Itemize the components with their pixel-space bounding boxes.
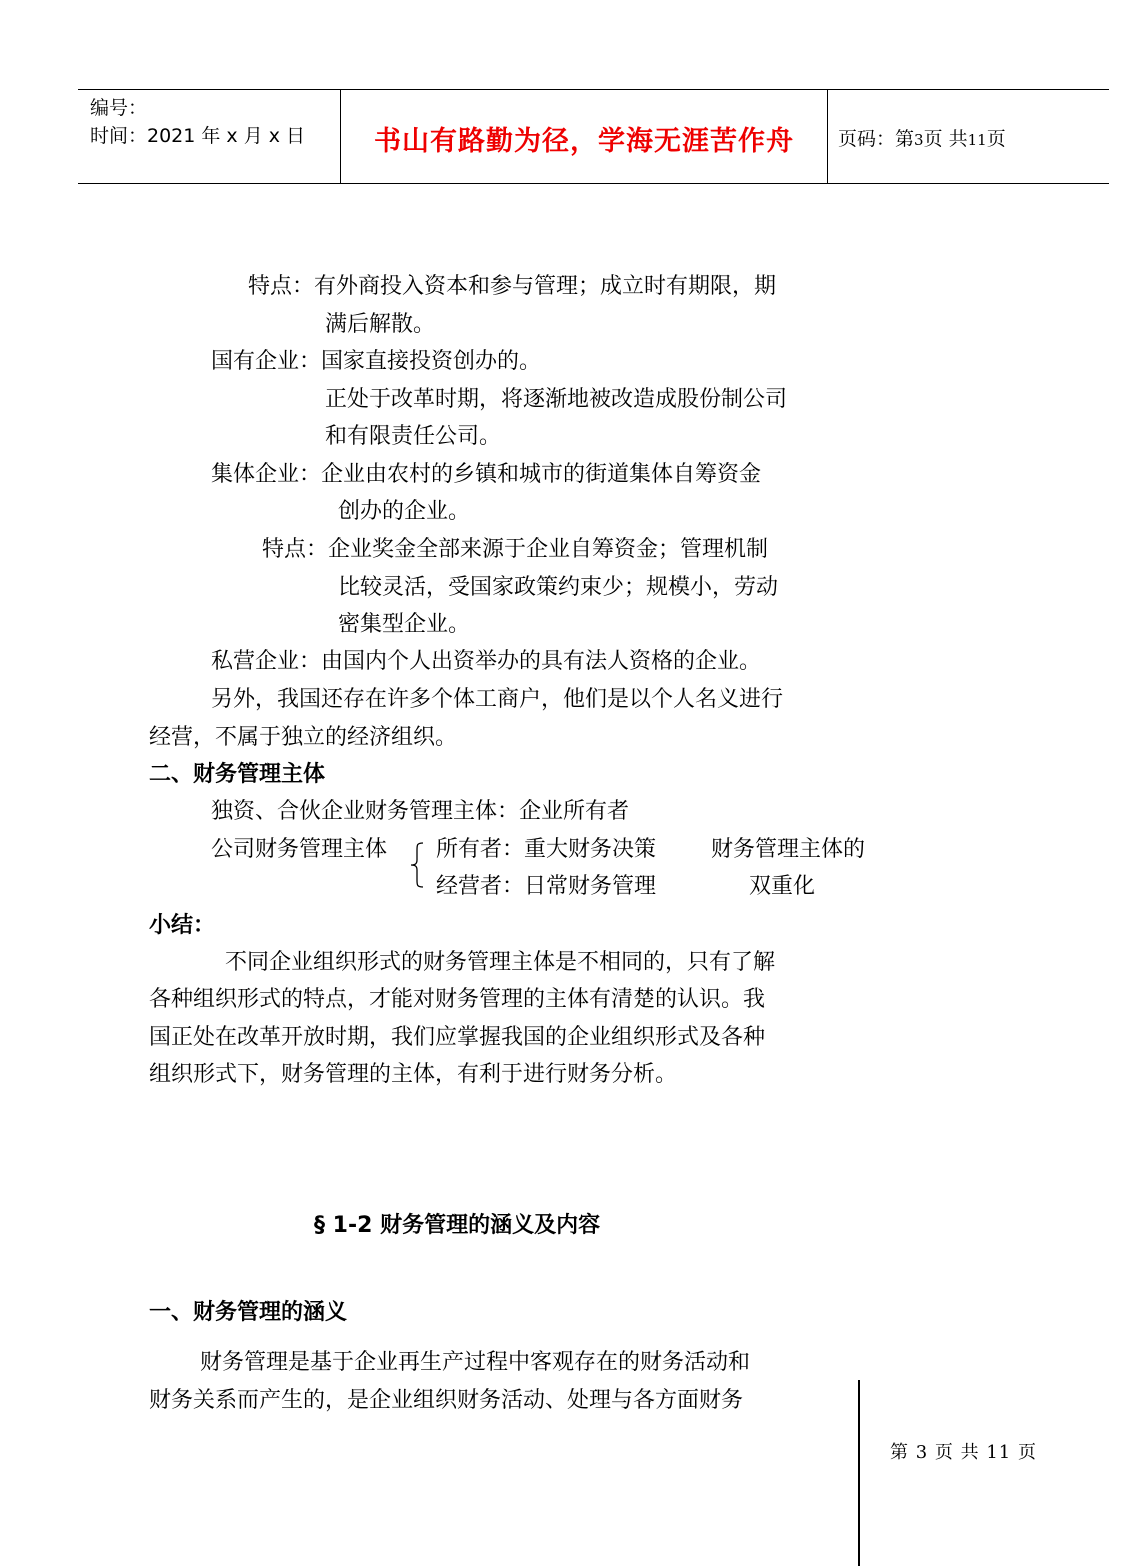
text-line: 所有者：重大财务决策 xyxy=(436,837,657,862)
text-line: 双重化 xyxy=(749,874,816,899)
text-line: 各种组织形式的特点，才能对财务管理的主体有清楚的认识。我 xyxy=(149,987,766,1012)
text-line: 特点：有外商投入资本和参与管理；成立时有期限，期 xyxy=(248,274,777,299)
page-suffix: 页 xyxy=(986,128,1006,150)
text-line: 和有限责任公司。 xyxy=(325,424,502,449)
header-motto-cell xyxy=(341,90,828,183)
text-line: 比较灵活，受国家政策约束少；规模小，劳动 xyxy=(338,575,779,600)
text-line: 集体企业：企业由农村的乡镇和城市的街道集体自筹资金 xyxy=(211,462,762,487)
text-line: 密集型企业。 xyxy=(338,612,471,637)
page-middle: 页 共 xyxy=(923,128,968,150)
text-line: 特点：企业奖金全部来源于企业自筹资金；管理机制 xyxy=(262,537,769,562)
curly-brace-icon xyxy=(410,840,424,890)
text-line: 不同企业组织形式的财务管理主体是不相同的，只有了解 xyxy=(225,950,776,975)
text-line: 经营者：日常财务管理 xyxy=(436,874,657,899)
text-line: 国正处在改革开放时期，我们应掌握我国的企业组织形式及各种 xyxy=(149,1025,766,1050)
header-motto: 书山有路勤为径，学海无涯苦作舟 xyxy=(374,126,794,157)
text-line: 财务关系而产生的，是企业组织财务活动、处理与各方面财务 xyxy=(149,1388,744,1413)
heading-meaning: 一、财务管理的涵义 xyxy=(149,1300,348,1325)
section-title: § 1-2 财务管理的涵义及内容 xyxy=(314,1213,601,1238)
page-prefix: 页码：第 xyxy=(838,128,915,150)
text-line: 独资、合伙企业财务管理主体：企业所有者 xyxy=(211,799,630,824)
text-line: 正处于改革时期，将逐渐地被改造成股份制公司 xyxy=(325,387,788,412)
text-line: 组织形式下，财务管理的主体，有利于进行财务分析。 xyxy=(149,1062,678,1087)
text-line: 私营企业：由国内个人出资举办的具有法人资格的企业。 xyxy=(211,649,762,674)
page-current: 3 xyxy=(914,131,924,149)
heading-summary: 小结： xyxy=(149,913,216,938)
text-line: 财务管理主体的 xyxy=(711,837,866,862)
text-line: 创办的企业。 xyxy=(338,499,471,524)
header-page-cell xyxy=(828,90,1109,183)
document-date: 时间：2021 年 x 月 x 日 xyxy=(90,125,306,147)
text-line: 满后解散。 xyxy=(325,312,436,337)
header-meta-cell xyxy=(78,90,341,183)
text-line: 国有企业：国家直接投资创办的。 xyxy=(211,349,542,374)
text-line: 财务管理是基于企业再生产过程中客观存在的财务活动和 xyxy=(200,1350,751,1375)
text-line: 公司财务管理主体 xyxy=(211,837,388,862)
document-number-label: 编号： xyxy=(90,97,148,119)
document-header xyxy=(78,89,1109,184)
heading-financial-subject: 二、财务管理主体 xyxy=(149,762,326,787)
margin-rule xyxy=(858,1380,860,1566)
text-line: 另外，我国还存在许多个体工商户，他们是以个人名义进行 xyxy=(211,687,784,712)
header-page-number xyxy=(838,124,1006,151)
page-total: 11 xyxy=(967,131,987,149)
footer-page-number: 第 3 页 共 11 页 xyxy=(890,1442,1037,1463)
text-line: 经营，不属于独立的经济组织。 xyxy=(149,725,458,750)
